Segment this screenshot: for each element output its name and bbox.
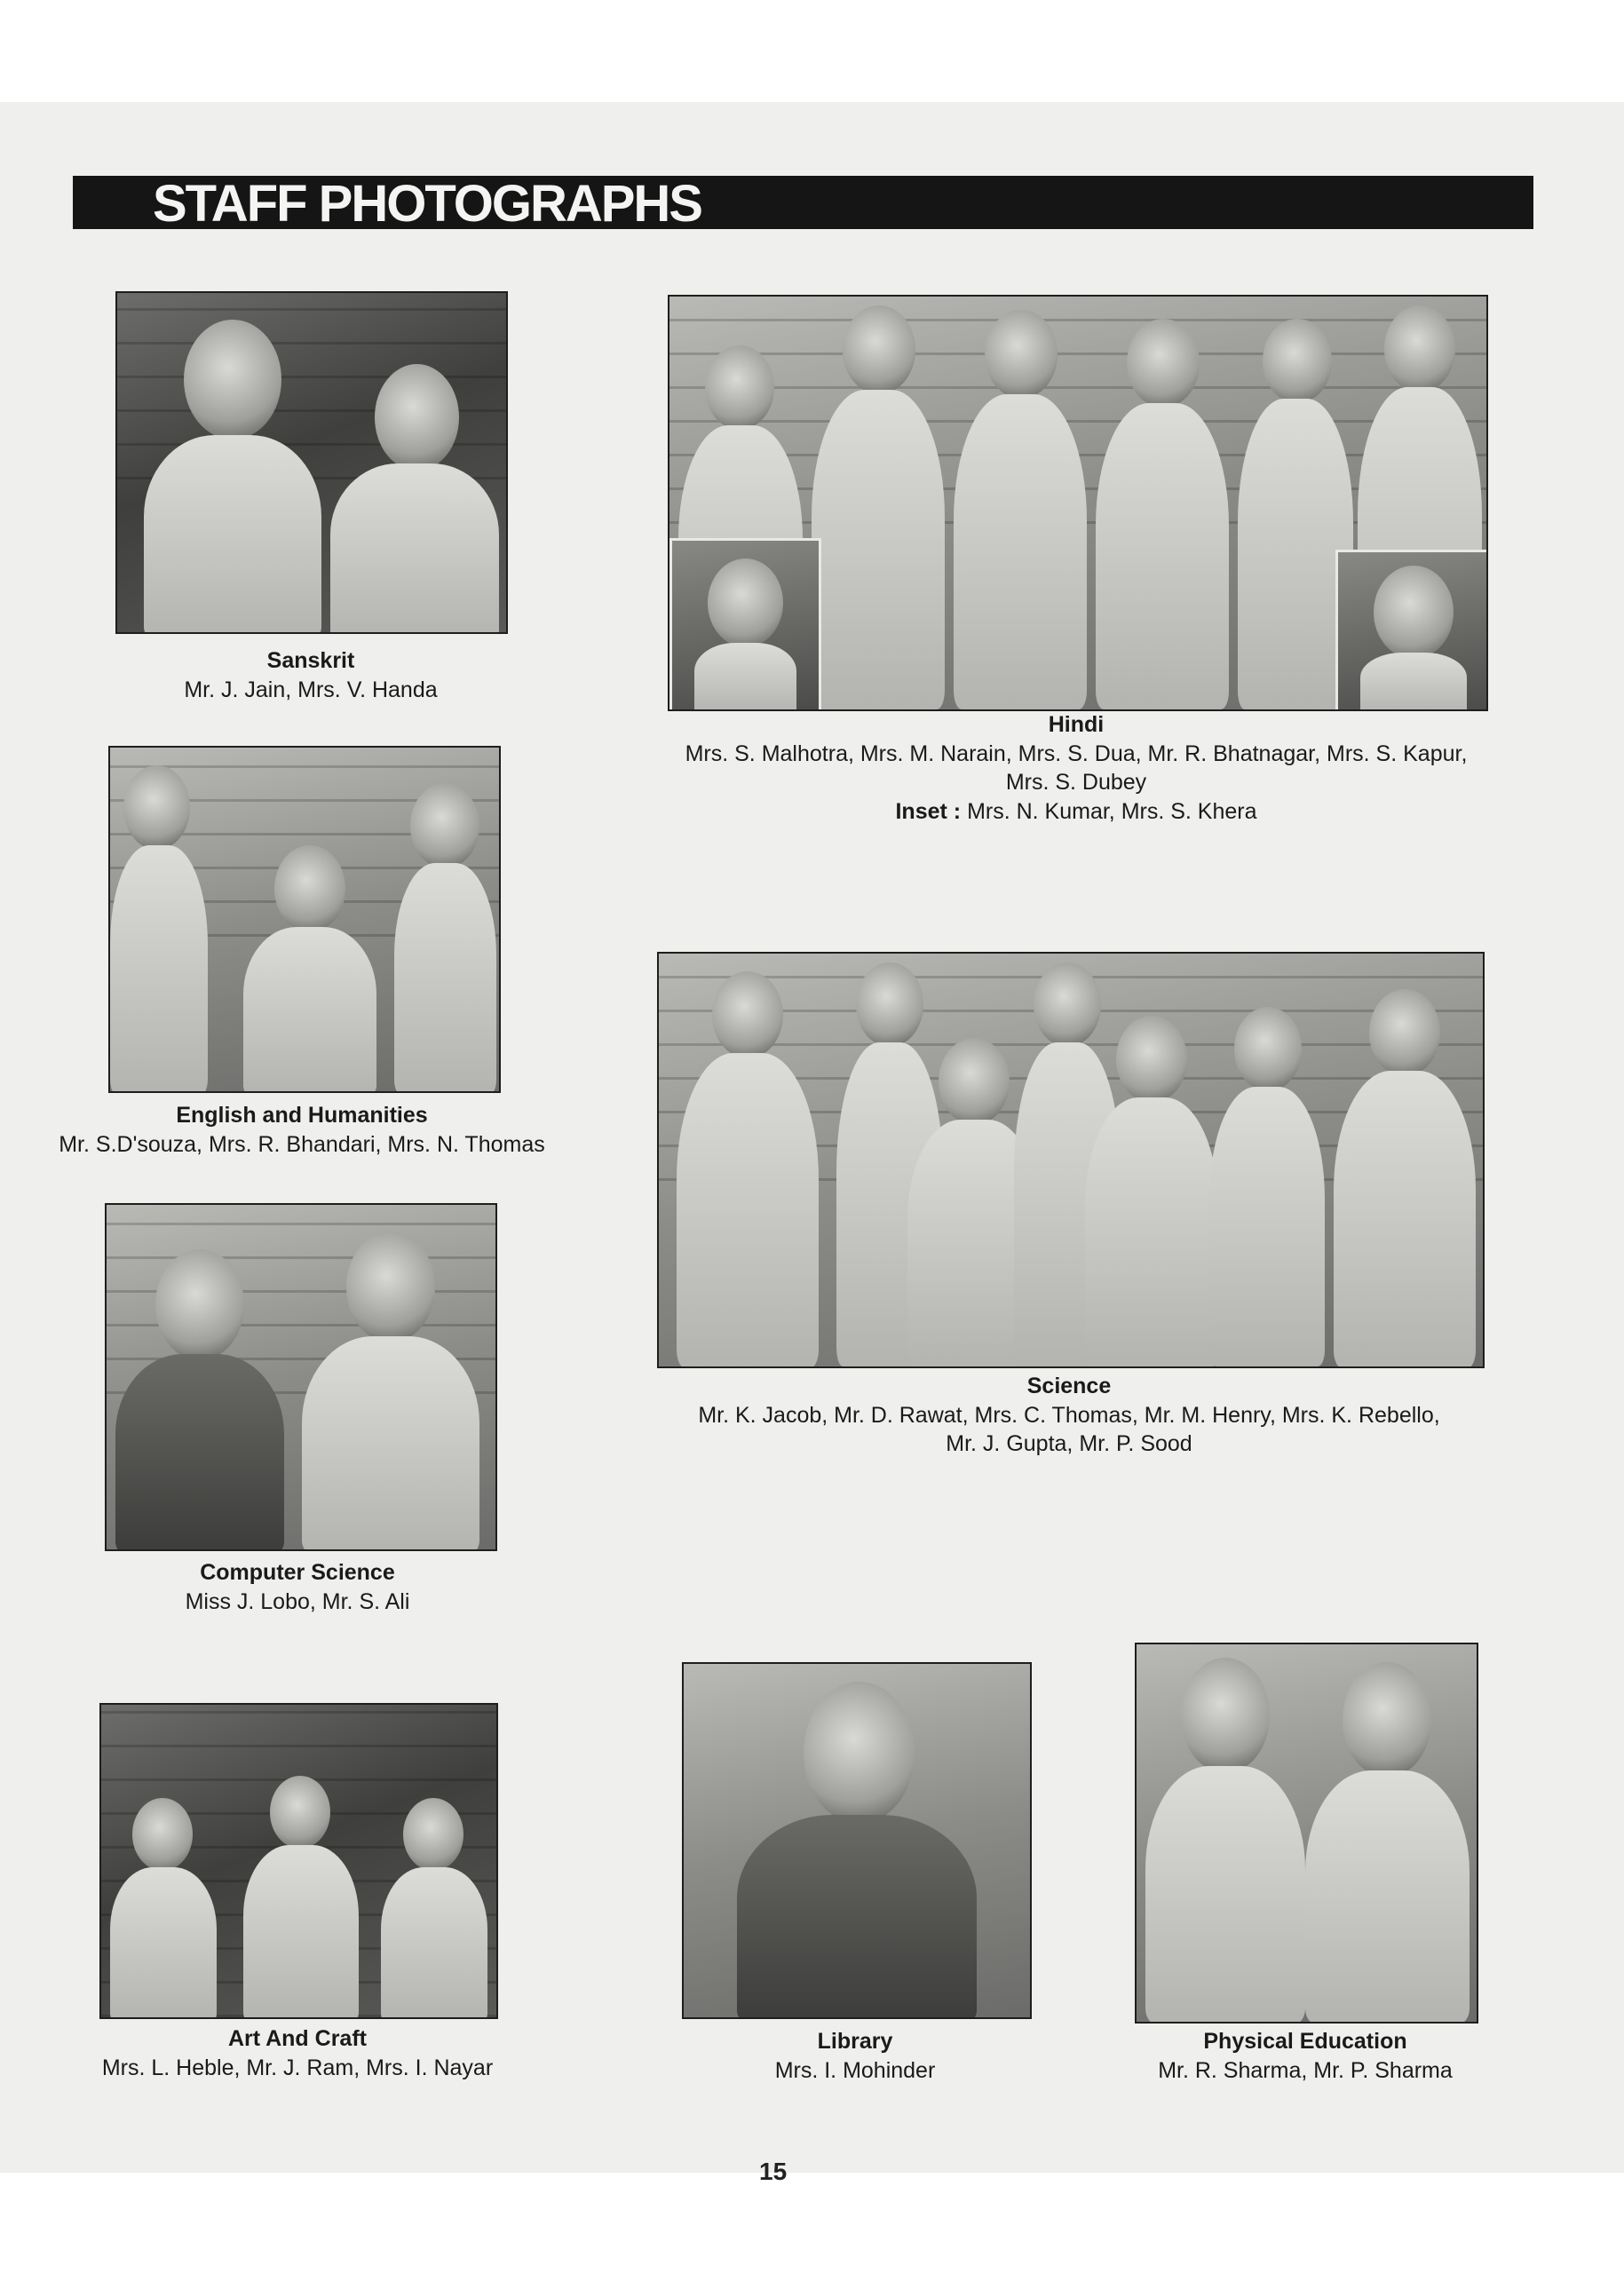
photo-hindi <box>668 295 1488 711</box>
photo-computer <box>105 1203 497 1551</box>
caption-sanskrit <box>98 646 524 704</box>
names-art: Mrs. L. Heble, Mr. J. Ram, Mrs. I. Nayar <box>101 2055 494 2080</box>
photo-pe <box>1135 1643 1478 2024</box>
photo-library <box>682 1662 1032 2019</box>
category-english: English and Humanities <box>176 1103 428 1128</box>
names-computer: Miss J. Lobo, Mr. S. Ali <box>185 1588 410 1614</box>
caption-science <box>625 1372 1513 1459</box>
photo-art <box>99 1703 498 2019</box>
hindi-inset-left <box>669 538 821 711</box>
page-number: 15 <box>759 2158 788 2185</box>
photo-english <box>108 746 501 1093</box>
category-art: Art And Craft <box>227 2026 367 2051</box>
caption-hindi <box>632 710 1520 826</box>
category-library: Library <box>817 2029 893 2054</box>
category-computer: Computer Science <box>200 1560 395 1585</box>
names-library: Mrs. I. Mohinder <box>774 2057 936 2083</box>
names-science-line2: Mr. J. Gupta, Mr. P. Sood <box>946 1431 1192 1456</box>
category-sanskrit: Sanskrit <box>266 648 355 673</box>
category-hindi: Hindi <box>1048 712 1105 737</box>
names-pe: Mr. R. Sharma, Mr. P. Sharma <box>1158 2057 1453 2083</box>
category-science: Science <box>1026 1374 1112 1398</box>
title-banner <box>73 175 1533 233</box>
photo-science <box>657 952 1485 1368</box>
hindi-inset-right <box>1335 550 1488 711</box>
names-english: Mr. S.D'souza, Mrs. R. Bhandari, Mrs. N. Thomas <box>59 1131 545 1157</box>
inset-label: Inset : <box>895 798 962 824</box>
caption-library <box>682 2027 1028 2085</box>
photo-sanskrit <box>115 291 508 634</box>
caption-pe <box>1101 2027 1509 2085</box>
page-title: STAFF PHOTOGRAPHS <box>153 175 701 233</box>
names-hindi-line1: Mrs. S. Malhotra, Mrs. M. Narain, Mrs. S. Dua, Mr. R. Bhatnagar, Mrs. S. Kapur, <box>685 741 1468 766</box>
caption-computer <box>89 1558 506 1616</box>
caption-english <box>53 1101 551 1159</box>
inset-line-hindi <box>632 797 1520 827</box>
names-hindi-line2: Mrs. S. Dubey <box>1005 770 1147 795</box>
caption-art <box>53 2024 542 2082</box>
category-pe: Physical Education <box>1203 2029 1407 2054</box>
inset-names: Mrs. N. Kumar, Mrs. S. Khera <box>967 798 1257 824</box>
names-sanskrit: Mr. J. Jain, Mrs. V. Handa <box>184 677 438 702</box>
names-science-line1: Mr. K. Jacob, Mr. D. Rawat, Mrs. C. Thomas, Mr. M. Henry, Mrs. K. Rebello, <box>698 1402 1440 1428</box>
